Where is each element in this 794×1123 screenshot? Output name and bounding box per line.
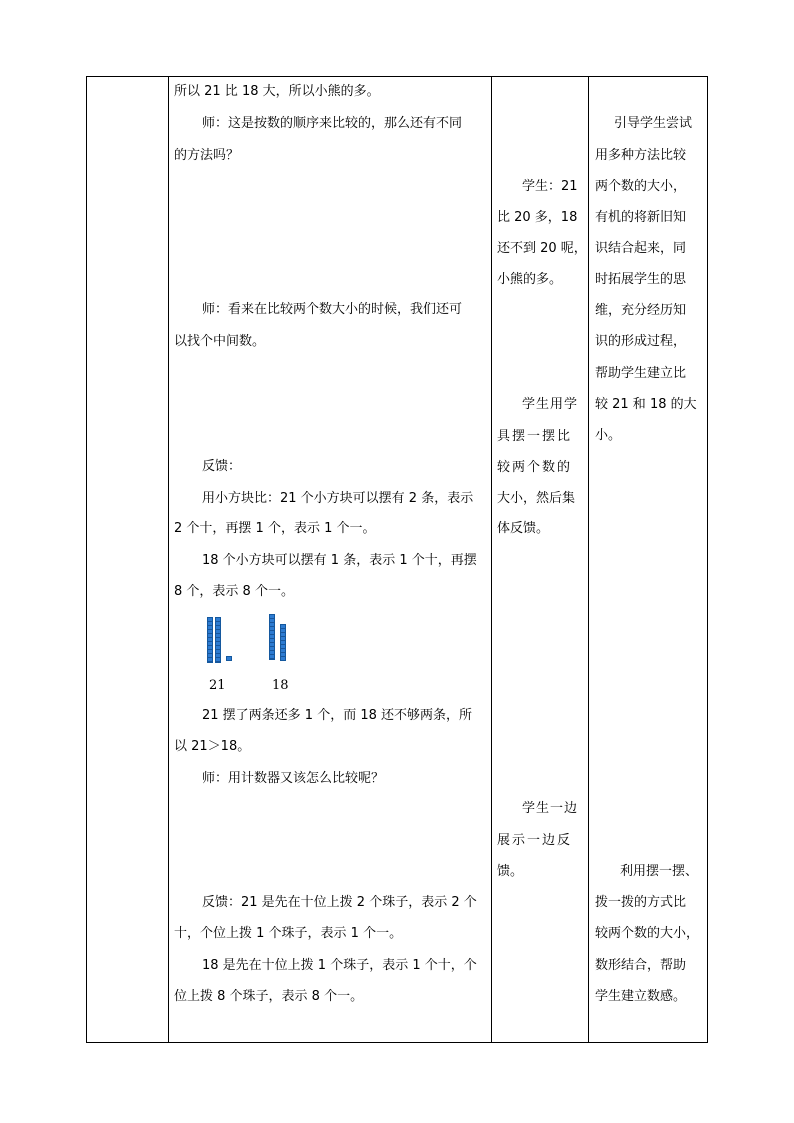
- intent-line: 学生建立数感。: [595, 989, 687, 1004]
- intent-line: 维，充分经历知: [595, 303, 687, 318]
- ten-rod: [215, 617, 221, 663]
- intent-line: 较两个数的大小，: [595, 926, 700, 941]
- student-line: 具摆一摆比: [497, 429, 573, 444]
- student-line: 小熊的多。: [497, 272, 563, 287]
- process-line: 十，个位上拨 1 个珠子，表示 1 个一。: [174, 926, 403, 941]
- intent-line: 数形结合，帮助: [595, 958, 687, 973]
- ten-rod: [269, 614, 275, 660]
- process-line: 用小方块比：21 个小方块可以摆有 2 条，表示: [202, 491, 474, 506]
- process-line: 反馈：: [202, 459, 242, 474]
- process-line: 位上拨 8 个珠子，表示 8 个一。: [174, 989, 364, 1004]
- student-line: 比 20 多，18: [497, 210, 578, 225]
- process-line: 师：用计数器又该怎么比较呢？: [202, 771, 385, 786]
- intent-line: 两个数的大小，: [595, 179, 687, 194]
- intent-line: 利用摆一摆、: [620, 864, 699, 879]
- student-line: 学生用学: [522, 397, 579, 412]
- column-divider: [168, 77, 169, 1042]
- process-line: 18 个小方块可以摆有 1 条，表示 1 个十，再摆: [202, 553, 477, 568]
- intent-line: 有机的将新旧知: [595, 210, 687, 225]
- student-line: 还不到 20 呢，: [497, 241, 587, 256]
- process-line: 以 21＞18。: [174, 739, 251, 754]
- intent-line: 较 21 和 18 的大: [595, 397, 697, 412]
- figure-label-21: 21: [209, 678, 226, 693]
- intent-line: 拨一拨的方式比: [595, 895, 687, 910]
- figure-label-18: 18: [272, 678, 289, 693]
- intent-line: 用多种方法比较: [595, 148, 687, 163]
- column-divider: [588, 77, 589, 1042]
- intent-line: 引导学生尝试: [614, 116, 693, 131]
- process-line: 的方法吗？: [174, 148, 240, 163]
- student-line: 体反馈。: [497, 521, 550, 536]
- place-value-blocks-figure: [207, 614, 292, 666]
- column-divider: [491, 77, 492, 1042]
- process-line: 2 个十，再摆 1 个，表示 1 个一。: [174, 521, 376, 536]
- student-line: 较两个数的: [497, 460, 573, 475]
- process-line: 师：这是按数的顺序来比较的，那么还有不同: [202, 116, 463, 131]
- unit-cube: [226, 656, 232, 661]
- process-line: 21 摆了两条还多 1 个，而 18 还不够两条，所: [202, 708, 473, 723]
- student-line: 大小，然后集: [497, 491, 576, 506]
- process-line: 反馈：21 是先在十位上拨 2 个珠子，表示 2 个: [202, 895, 477, 910]
- eight-cube-column: [280, 624, 286, 661]
- ten-rod: [207, 617, 213, 663]
- process-line: 8 个，表示 8 个一。: [174, 584, 294, 599]
- intent-line: 识的形成过程，: [595, 334, 687, 349]
- intent-line: 识结合起来，同: [595, 241, 687, 256]
- process-line: 师：看来在比较两个数大小的时候，我们还可: [202, 302, 463, 317]
- intent-line: 时拓展学生的思: [595, 272, 687, 287]
- process-line: 所以 21 比 18 大，所以小熊的多。: [174, 84, 380, 99]
- intent-line: 帮助学生建立比: [595, 366, 687, 381]
- student-line: 馈。: [497, 864, 524, 879]
- process-line: 18 是先在十位上拨 1 个珠子，表示 1 个十，个: [202, 958, 477, 973]
- intent-line: 小。: [595, 428, 622, 443]
- student-line: 展示一边反: [497, 833, 573, 848]
- process-line: 以找个中间数。: [174, 334, 266, 349]
- student-line: 学生：21: [522, 179, 578, 194]
- student-line: 学生一边: [522, 801, 579, 816]
